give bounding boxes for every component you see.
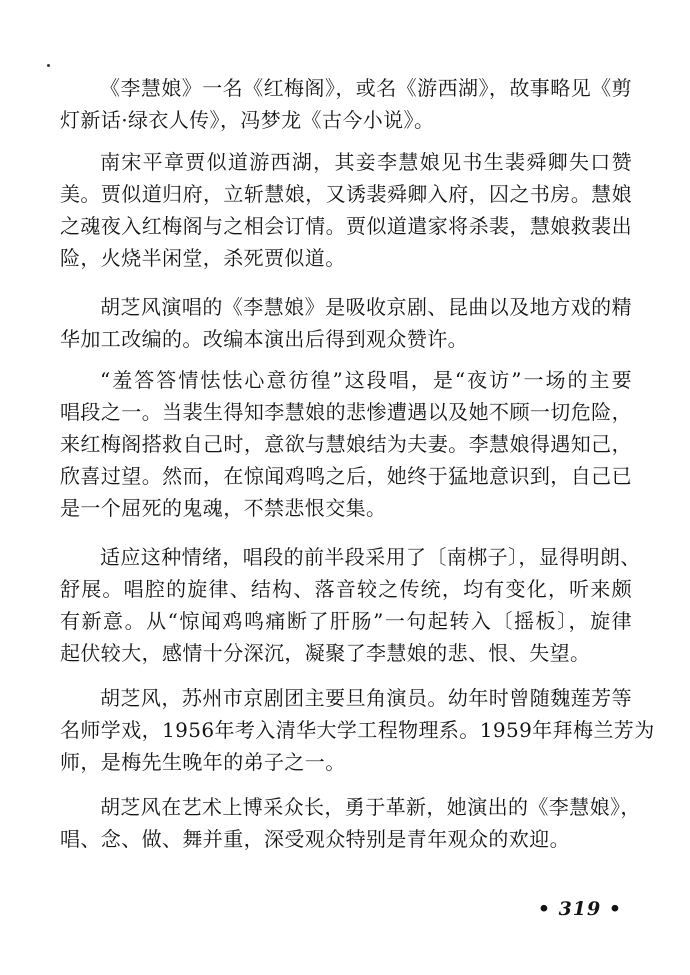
text-line: 师，是梅先生晚年的弟子之一。 <box>60 750 346 774</box>
text-line: 之魂夜入红梅阁与之相会订情。贾似道遣家将杀裴，慧娘救裴出 <box>60 214 632 238</box>
text-line: 美。贾似道归府，立斩慧娘，又诱裴舜卿入府，囚之书房。慧娘 <box>60 182 632 206</box>
text-line: 有新意。从“惊闻鸡鸣痛断了肝肠”一句起转入〔摇板〕，旋律 <box>60 609 632 633</box>
paragraph-4 <box>60 364 632 524</box>
text-line: 唱段之一。当裴生得知李慧娘的悲惨遭遇以及她不顾一切危险， <box>60 400 632 424</box>
text-line: 舒展。唱腔的旋律、结构、落音较之传统，均有变化，听来颇 <box>60 577 632 601</box>
text-line: 适应这种情绪，唱段的前半段采用了〔南梆子〕，显得明朗、 <box>100 545 641 569</box>
text-line: 险，火烧半闲堂，杀死贾似道。 <box>60 246 346 270</box>
scan-speck <box>47 64 50 67</box>
text-line: 胡芝风在艺术上博采众长，勇于革新，她演出的《李慧娘》， <box>100 795 641 819</box>
text-line: 欣喜过望。然而，在惊闻鸡鸣之后，她终于猛地意识到，自己已 <box>60 464 632 488</box>
text-line: “羞答答情怯怯心意彷徨”这段唱，是“夜访”一场的主要 <box>100 368 632 392</box>
paragraph-7 <box>60 791 641 855</box>
text-line: 南宋平章贾似道游西湖，其妾李慧娘见书生裴舜卿失口赞 <box>100 150 632 174</box>
text-line: 胡芝风演唱的《李慧娘》是吸收京剧、昆曲以及地方戏的精 <box>100 295 632 319</box>
text-line: 《李慧娘》一名《红梅阁》，或名《游西湖》，故事略见《剪 <box>100 76 632 100</box>
paragraph-6 <box>60 682 655 778</box>
paragraph-1 <box>60 72 632 136</box>
text-line: 唱、念、做、舞并重，深受观众特别是青年观众的欢迎。 <box>60 827 570 851</box>
page-number: • 319 • <box>537 898 622 920</box>
paragraph-5 <box>60 541 641 669</box>
text-line: 是一个屈死的鬼魂，不禁悲恨交集。 <box>60 496 387 520</box>
text-line: 胡芝风，苏州市京剧团主要旦角演员。幼年时曾随魏莲芳等 <box>100 686 632 710</box>
paragraph-3 <box>60 291 632 355</box>
text-line: 名师学戏，1956年考入清华大学工程物理系。1959年拜梅兰芳为 <box>60 718 655 742</box>
text-line: 起伏较大，感情十分深沉，凝聚了李慧娘的悲、恨、失望。 <box>60 641 591 665</box>
text-line: 华加工改编的。改编本演出后得到观众赞许。 <box>60 327 468 351</box>
text-line: 来红梅阁搭救自己时，意欲与慧娘结为夫妻。李慧娘得遇知己， <box>60 432 632 456</box>
text-line: 灯新话·绿衣人传》，冯梦龙《古今小说》。 <box>60 108 435 132</box>
paragraph-2 <box>60 146 632 274</box>
